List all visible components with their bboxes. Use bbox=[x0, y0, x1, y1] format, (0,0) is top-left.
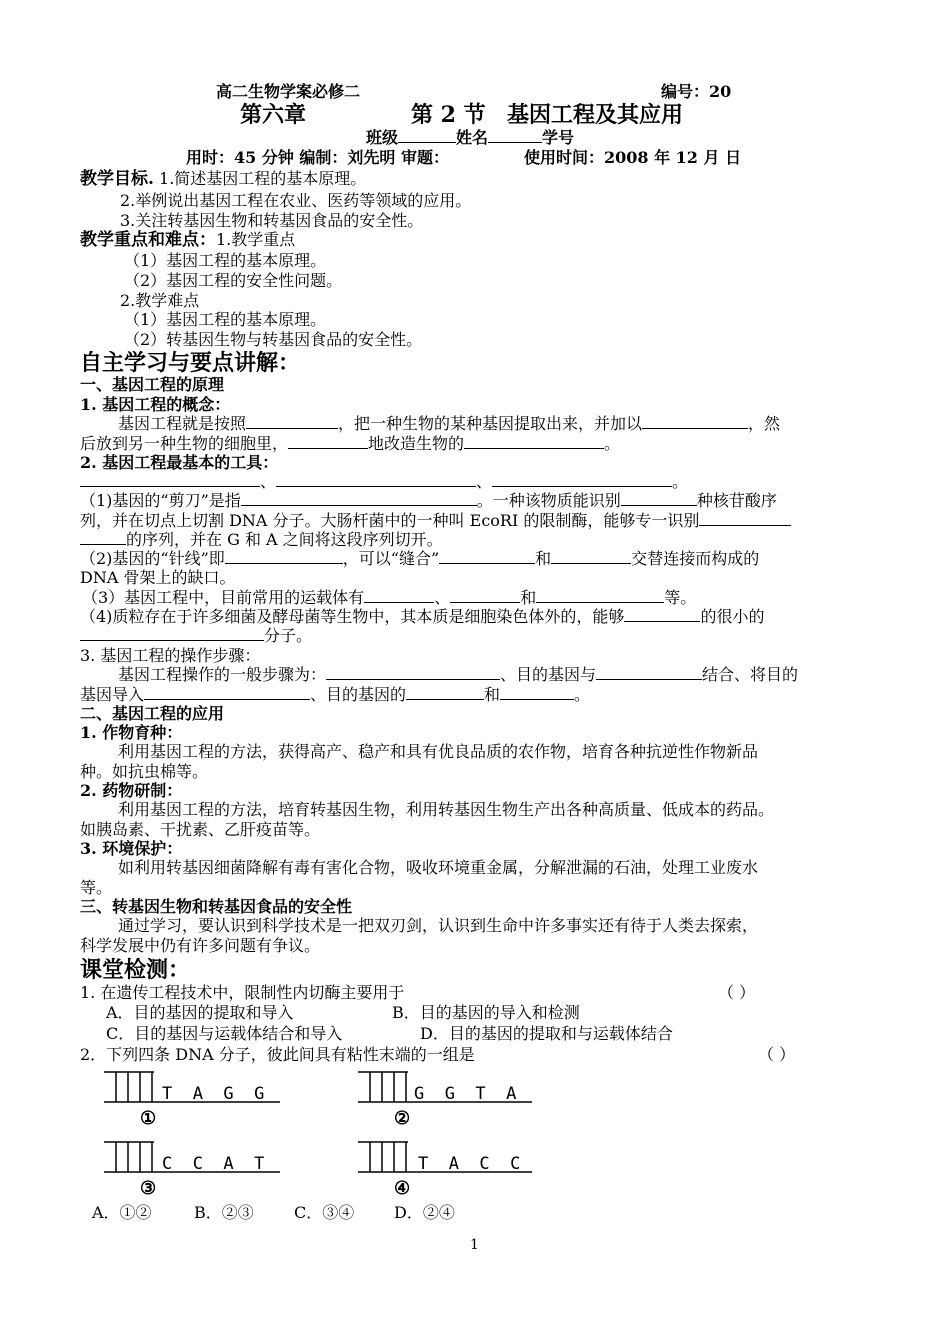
env-heading: 3. 环境保护： bbox=[80, 839, 183, 858]
text: 、 bbox=[476, 472, 493, 491]
q1-option-d[interactable]: D．目的基因的提取和与运载体结合 bbox=[420, 1024, 673, 1043]
goal-3: 3.关注转基因生物和转基因食品的安全性。 bbox=[120, 211, 424, 230]
text: 基因工程就是按照 bbox=[118, 414, 247, 433]
dna-2-bases: G G T A bbox=[414, 1084, 517, 1104]
text: 和 bbox=[535, 549, 552, 568]
tools-p3 bbox=[82, 588, 696, 607]
safety-line-1: 通过学习，要认识到科学技术是一把双刃剑，认识到生命中许多事实还有待于人类去探索， bbox=[118, 916, 759, 935]
id-label: 学号 bbox=[542, 128, 575, 147]
blank-5[interactable] bbox=[80, 472, 260, 487]
name-blank[interactable] bbox=[488, 128, 542, 143]
blank-11[interactable] bbox=[80, 530, 126, 545]
dna-2-number: ② bbox=[394, 1108, 411, 1129]
class-blank[interactable] bbox=[398, 128, 456, 143]
q1-option-c[interactable]: C．目的基因与运载体结合和导入 bbox=[106, 1024, 343, 1043]
q2-option-d[interactable]: D．②④ bbox=[394, 1203, 455, 1222]
blank-4[interactable] bbox=[464, 434, 604, 449]
keypoints-label: 教学重点和难点： bbox=[80, 230, 216, 250]
crop-heading: 1. 作物育种： bbox=[80, 723, 183, 742]
goals-label: 教学目标. bbox=[80, 169, 154, 189]
course-title: 高二生物学案必修二 bbox=[216, 82, 361, 101]
text: 结合、将目的 bbox=[702, 665, 799, 684]
keypoint-1a: （1）基因工程的基本原理。 bbox=[124, 251, 327, 270]
crop-line-2: 种。如抗虫棉等。 bbox=[80, 762, 209, 781]
text: 基因工程操作的一般步骤为： bbox=[118, 665, 327, 684]
tools-p2-line2: DNA 骨架上的缺口。 bbox=[80, 568, 236, 587]
text: 和 bbox=[484, 685, 501, 704]
text: 、 bbox=[434, 588, 451, 607]
blank-6[interactable] bbox=[276, 472, 476, 487]
blank-18[interactable] bbox=[624, 607, 700, 622]
tools-p4-line2 bbox=[80, 626, 312, 645]
keypoint-2b: （2）转基因生物与转基因食品的安全性。 bbox=[124, 330, 423, 349]
text: 和 bbox=[520, 588, 537, 607]
blank-10[interactable] bbox=[699, 511, 791, 526]
blank-14[interactable] bbox=[551, 549, 631, 564]
section-1-heading: 一、基因工程的原理 bbox=[80, 375, 225, 394]
keypoint-1b: （2）基因工程的安全性问题。 bbox=[124, 271, 343, 290]
keypoint-2: 2.教学难点 bbox=[120, 291, 200, 310]
drug-line-1: 利用基因工程的方法，培育转基因生物，利用转基因生物生产出各种高质量、低成本的药品。 bbox=[118, 800, 775, 819]
dna-1-bases: T A G G bbox=[162, 1084, 265, 1104]
keypoint-1: 1.教学重点 bbox=[216, 230, 296, 249]
text: 。 bbox=[604, 434, 621, 453]
tools-heading: 2. 基因工程最基本的工具： bbox=[80, 453, 279, 472]
doc-number: 编号：20 bbox=[661, 82, 732, 101]
blank-2[interactable] bbox=[642, 414, 748, 429]
text: ，可以“缝合” bbox=[342, 549, 440, 568]
dna-strand-3 bbox=[104, 1142, 280, 1199]
drug-line-2: 如胰岛素、干扰素、乙肝疫苗等。 bbox=[80, 820, 321, 839]
text: 种核苷酸序 bbox=[696, 491, 777, 510]
text: 地改造生物的 bbox=[368, 434, 465, 453]
blank-1[interactable] bbox=[246, 414, 338, 429]
text: ，把一种生物的某种基因提取出来，并加以 bbox=[338, 414, 643, 433]
tools-p4-line1 bbox=[80, 607, 764, 626]
text: 的序列，并在 G 和 A 之间将这段序列切开。 bbox=[126, 530, 443, 549]
text: （1)基因的“剪刀”是指 bbox=[80, 491, 241, 510]
class-label: 班级 bbox=[366, 128, 399, 147]
student-info bbox=[366, 128, 574, 147]
question-1-answer[interactable]: （ ） bbox=[718, 983, 756, 1002]
dna-strand-2 bbox=[358, 1072, 532, 1129]
steps-line-2 bbox=[80, 685, 590, 704]
goal-1: 1.简述基因工程的基本原理。 bbox=[159, 169, 367, 188]
concept-heading: 1. 基因工程的概念： bbox=[80, 395, 231, 414]
q2-option-b[interactable]: B．②③ bbox=[194, 1203, 254, 1222]
dna-strand-4 bbox=[358, 1142, 532, 1199]
dna-4-bases: T A C C bbox=[418, 1154, 521, 1174]
blank-22[interactable] bbox=[144, 685, 310, 700]
safety-line-2: 科学发展中仍有许多问题有争议。 bbox=[80, 936, 321, 955]
text: 。 bbox=[672, 472, 689, 491]
blank-15[interactable] bbox=[364, 588, 434, 603]
concept-line-1 bbox=[118, 414, 780, 433]
goal-2: 2.举例说出基因工程在农业、医药等领域的应用。 bbox=[120, 191, 472, 210]
blank-23[interactable] bbox=[406, 685, 484, 700]
env-line-2: 等。 bbox=[80, 878, 113, 897]
dna-figure bbox=[96, 1068, 546, 1200]
blank-7[interactable] bbox=[492, 472, 672, 487]
blank-17[interactable] bbox=[536, 588, 664, 603]
tools-p1-line1 bbox=[80, 491, 777, 510]
crop-line-1: 利用基因工程的方法，获得高产、稳产和具有优良品质的农作物，培育各种抗逆性作物新品 bbox=[118, 742, 759, 761]
text: （4)质粒存在于许多细菌及酵母菌等生物中，其本质是细胞染色体外的，能够 bbox=[80, 607, 625, 626]
text: （3）基因工程中，目前常用的运载体有 bbox=[82, 588, 365, 607]
keypoint-2a: （1）基因工程的基本原理。 bbox=[124, 310, 327, 329]
study-heading: 自主学习与要点讲解： bbox=[80, 350, 301, 376]
text: 、目的基因与 bbox=[500, 665, 597, 684]
text: 。 bbox=[574, 685, 591, 704]
section-label: 第 2 节 bbox=[411, 102, 486, 128]
text: 、目的基因的 bbox=[310, 685, 407, 704]
q2-option-c[interactable]: C．③④ bbox=[294, 1203, 355, 1222]
blank-12[interactable] bbox=[225, 549, 343, 564]
tools-blanks bbox=[80, 472, 688, 491]
blank-13[interactable] bbox=[439, 549, 535, 564]
text: 的很小的 bbox=[700, 607, 765, 626]
question-1: 1. 在遗传工程技术中，限制性内切酶主要用于 bbox=[80, 983, 405, 1002]
question-2-answer[interactable]: （ ） bbox=[758, 1045, 796, 1064]
section-3-heading: 三、转基因生物和转基因食品的安全性 bbox=[80, 897, 353, 916]
blank-20[interactable] bbox=[326, 665, 500, 680]
text: 基因导入 bbox=[80, 685, 145, 704]
tools-p2-line1 bbox=[80, 549, 759, 568]
text: ，然 bbox=[748, 414, 781, 433]
text: 交替连接而构成的 bbox=[631, 549, 760, 568]
quiz-heading: 课堂检测： bbox=[80, 957, 191, 983]
meta-time: 用时：45 分钟 编制：刘先明 审题： bbox=[186, 148, 449, 167]
dna-3-number: ③ bbox=[140, 1178, 157, 1199]
text: 。一种该物质能识别 bbox=[476, 491, 621, 510]
steps-heading: 3. 基因工程的操作步骤： bbox=[80, 646, 261, 665]
q1-option-a[interactable]: A．目的基因的提取和导入 bbox=[106, 1003, 294, 1022]
dna-3-bases: C C A T bbox=[162, 1154, 265, 1174]
concept-line-2 bbox=[80, 434, 620, 453]
drug-heading: 2. 药物研制： bbox=[80, 781, 183, 800]
keypoints-line bbox=[80, 230, 295, 250]
dna-4-number: ④ bbox=[394, 1178, 411, 1199]
tools-p1-line2 bbox=[80, 511, 791, 530]
text: 列，并在切点上切割 DNA 分子。大肠杆菌中的一种叫 EcoRI 的限制酶，能够专一识别 bbox=[80, 511, 700, 530]
blank-3[interactable] bbox=[288, 434, 368, 449]
tools-p1-line3 bbox=[80, 530, 443, 549]
dna-1-number: ① bbox=[140, 1108, 157, 1129]
text: 等。 bbox=[664, 588, 697, 607]
name-label: 姓名 bbox=[456, 128, 489, 147]
blank-24[interactable] bbox=[500, 685, 574, 700]
steps-line-1 bbox=[118, 665, 798, 684]
page-number: 1 bbox=[470, 1237, 479, 1253]
q2-option-a[interactable]: A．①② bbox=[92, 1203, 152, 1222]
env-line-1: 如利用转基因细菌降解有毒有害化合物，吸收环境重金属，分解泄漏的石油，处理工业废水 bbox=[118, 858, 759, 877]
page-title: 基因工程及其应用 bbox=[507, 102, 684, 128]
q1-option-b[interactable]: B．目的基因的导入和检测 bbox=[392, 1003, 580, 1022]
goals-line-1 bbox=[80, 169, 366, 189]
blank-9[interactable] bbox=[621, 491, 697, 506]
text: （2)基因的“针线”即 bbox=[80, 549, 225, 568]
text: 、 bbox=[260, 472, 277, 491]
blank-16[interactable] bbox=[450, 588, 520, 603]
blank-8[interactable] bbox=[241, 491, 477, 506]
dna-strand-1 bbox=[104, 1072, 280, 1129]
text: 分子。 bbox=[264, 626, 313, 645]
text: 后放到另一种生物的细胞里， bbox=[80, 434, 289, 453]
question-2: 2．下列四条 DNA 分子，彼此间具有粘性末端的一组是 bbox=[80, 1045, 475, 1064]
blank-21[interactable] bbox=[596, 665, 702, 680]
chapter-label: 第六章 bbox=[240, 102, 307, 128]
meta-date: 使用时间：2008 年 12 月 日 bbox=[524, 148, 742, 167]
blank-19[interactable] bbox=[80, 626, 264, 641]
section-2-heading: 二、基因工程的应用 bbox=[80, 704, 225, 723]
